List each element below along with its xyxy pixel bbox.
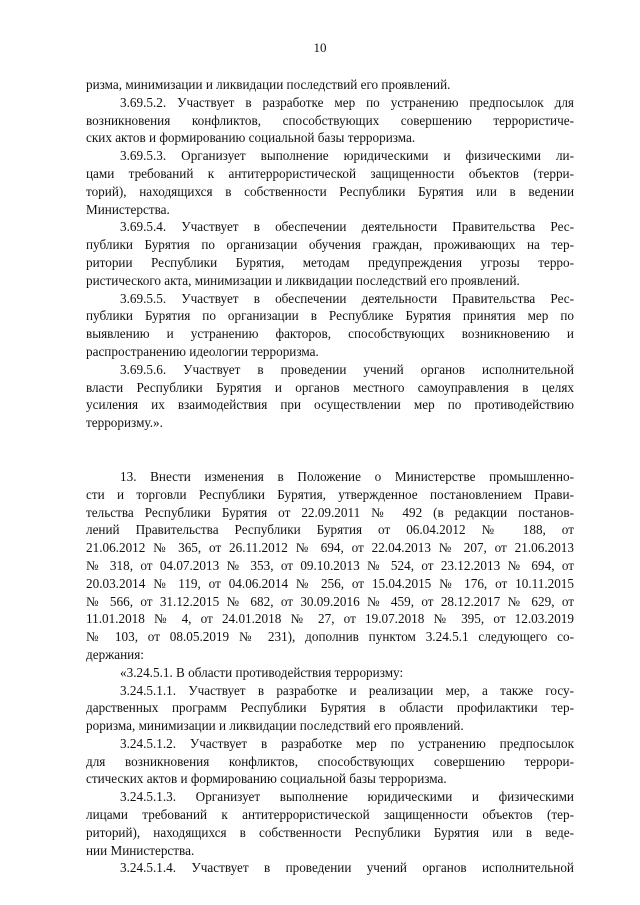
text-line: тельства Республики Бурятия от 22.09.2011 № 492 (в редакции постанов- <box>86 504 574 520</box>
text-line: публики Бурятия по организации обучения граждан, проживающих на тер- <box>86 237 574 253</box>
text-line: сти и торговли Республики Бурятия, утвержденное постановлением Прави- <box>86 486 574 502</box>
text-line: 11.01.2018 № 4, от 24.01.2018 № 27, от 19.07.2018 № 395, от 12.03.2019 <box>86 611 574 627</box>
text-line: ризма, минимизации и ликвидации последствий его проявлений. <box>86 77 451 92</box>
paragraph <box>86 76 574 94</box>
text-line: ских актов и формированию социальной базы терроризма. <box>86 130 416 146</box>
text-line: 3.24.5.1.2. Участвует в разработке мер по устранению предпосылок <box>120 735 574 751</box>
text-line: 3.69.5.6. Участвует в проведении учений органов исполнительной <box>120 361 574 377</box>
paragraph <box>86 682 574 735</box>
text-line: 13. Внести изменения в Положение о Министерстве промышленно- <box>120 468 574 484</box>
text-line: держания: <box>86 646 144 662</box>
text-line: роризма, минимизации и ликвидации последствий его проявлений. <box>86 718 464 734</box>
text-line: власти Республики Бурятия и органов местного самоуправления в целях <box>86 379 574 395</box>
text-line: лений Правительства Республики Бурятия от 06.04.2012 № 188, от <box>86 522 574 538</box>
text-line: нии Министерства. <box>86 842 195 858</box>
text-line: стических актов и формированию социальной базы терроризма. <box>86 771 447 787</box>
page-number: 10 <box>313 40 327 55</box>
text-line: Министерства. <box>86 201 170 217</box>
text-line: риторий), находящихся в собственности Республики Бурятия или в веде- <box>86 824 574 840</box>
text-line: 20.03.2014 № 119, от 04.06.2014 № 256, от 15.04.2015 № 176, от 10.11.2015 <box>86 575 574 591</box>
text-line: усиления их взаимодействия при осуществлении мер по противодействию <box>86 397 574 413</box>
text-line: № 103, от 08.05.2019 № 231), дополнив пунктом 3.24.5.1 следующего со- <box>86 629 574 645</box>
paragraph <box>86 468 574 664</box>
paragraph <box>86 290 574 361</box>
text-line: возникновения конфликтов, способствующих совершению террористиче- <box>86 112 574 128</box>
text-line: торий), находящихся в собственности Республики Бурятия или в ведении <box>86 183 574 199</box>
section-gap <box>86 432 574 468</box>
text-line: для возникновения конфликтов, способствующих совершению террори- <box>86 753 574 769</box>
text-line: выявлению и устранению факторов, способствующих возникновению и <box>86 326 574 342</box>
text-line: цами требований к антитеррористической защищенности объектов (терри- <box>86 165 574 181</box>
paragraph <box>86 147 574 218</box>
text-line: терроризму.». <box>86 415 163 431</box>
text-line: «3.24.5.1. В области противодействия терроризму: <box>120 664 404 680</box>
paragraph <box>86 218 574 289</box>
text-line: № 566, от 31.12.2015 № 682, от 30.09.2016 № 459, от 28.12.2017 № 629, от <box>86 593 574 609</box>
text-line: № 318, от 04.07.2013 № 353, от 09.10.2013 № 524, от 23.12.2013 № 694, от <box>86 557 574 573</box>
text-line: 3.69.5.3. Организует выполнение юридическими и физическими ли- <box>120 148 574 164</box>
text-line: 3.69.5.4. Участвует в обеспечении деятельности Правительства Рес- <box>120 219 574 235</box>
text-line: 3.24.5.1.3. Организует выполнение юридическими и физическими <box>120 789 574 805</box>
text-line: 3.24.5.1.1. Участвует в разработке и реализации мер, а также госу- <box>120 682 574 698</box>
paragraph <box>86 859 574 877</box>
text-line: 21.06.2012 № 365, от 26.11.2012 № 694, от 22.04.2013 № 207, от 21.06.2013 <box>86 540 574 556</box>
text-line: публики Бурятия по организации в Республике Бурятия принятия мер по <box>86 308 574 324</box>
paragraph <box>86 361 574 432</box>
text-line: дарственных программ Республики Бурятия в области профилактики тер- <box>86 700 574 716</box>
text-line: 3.69.5.2. Участвует в разработке мер по устранению предпосылок для <box>120 94 574 110</box>
paragraph <box>86 664 574 682</box>
paragraph <box>86 735 574 788</box>
text-line: распространению идеологии терроризма. <box>86 343 319 359</box>
text-line: 3.69.5.5. Участвует в обеспечении деятельности Правительства Рес- <box>120 290 574 306</box>
text-line: лицами требований к антитеррористической защищенности объектов (тер- <box>86 807 574 823</box>
paragraph <box>86 788 574 859</box>
paragraph <box>86 94 574 147</box>
text-line: 3.24.5.1.4. Участвует в проведении учений органов исполнительной <box>120 860 574 876</box>
text-line: ритории Республики Бурятия, методам предупреждения угрозы терро- <box>86 254 574 270</box>
document-body <box>86 76 574 877</box>
text-line: ристического акта, минимизации и ликвидации последствий его проявлений. <box>86 272 520 288</box>
